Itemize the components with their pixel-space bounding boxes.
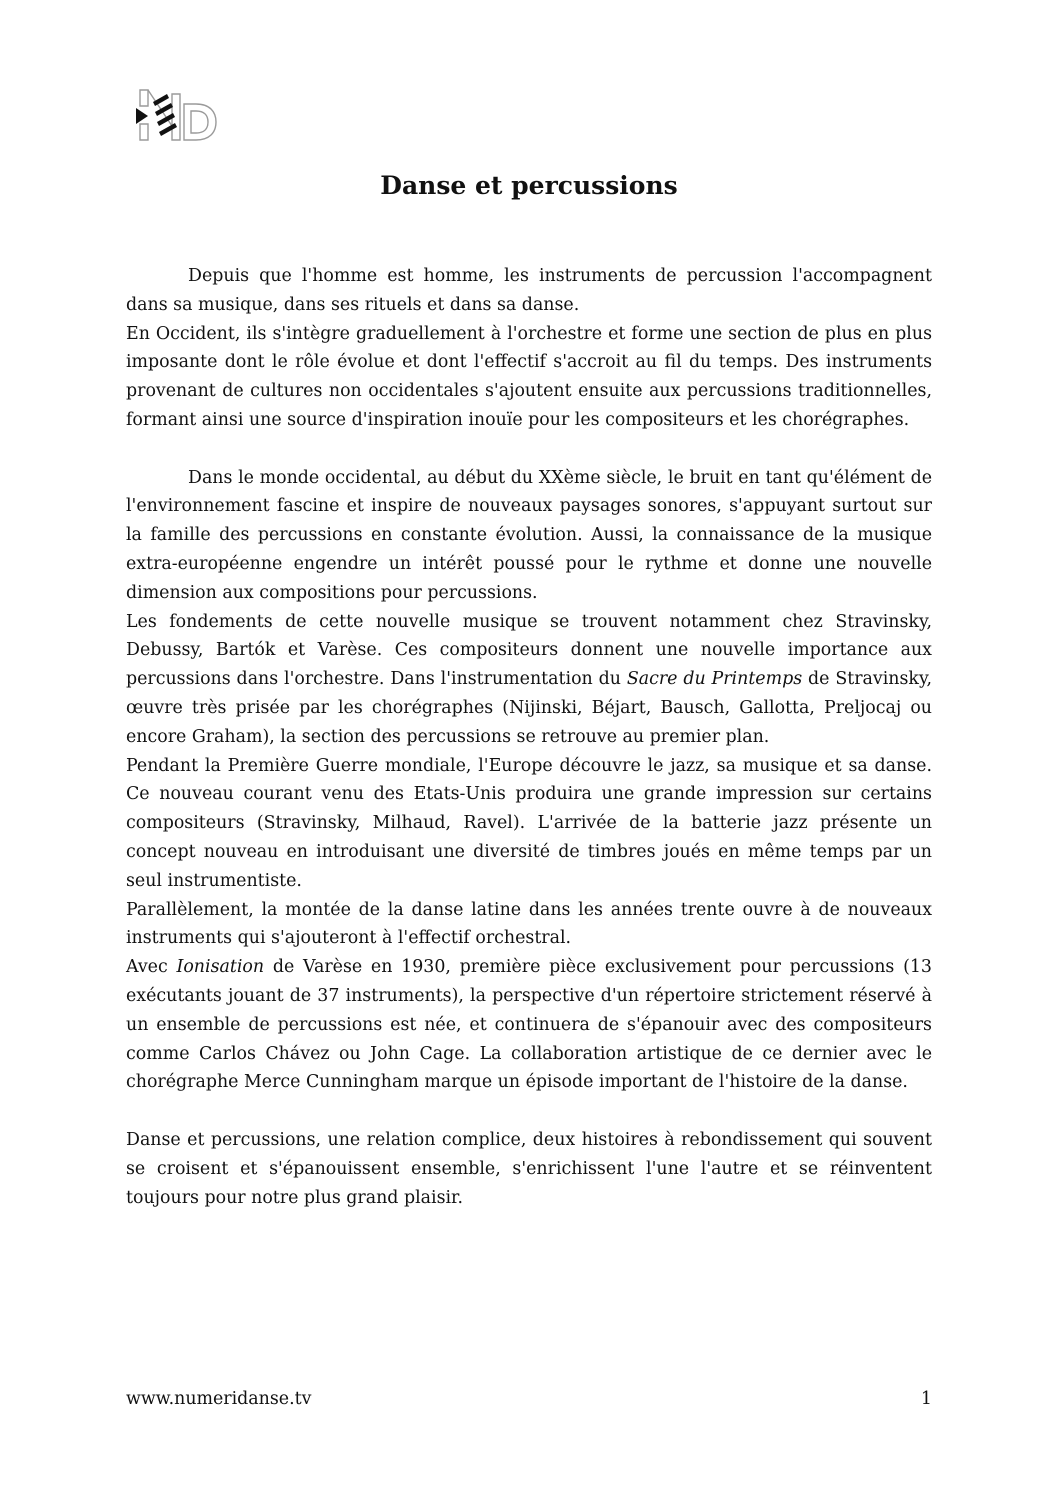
paragraph-7-text-end: de Varèse en 1930, première pièce exclusivement pour percussions (13 exécutants jouant de 37 instruments), la perspective d'un répertoire strictement réservé à un ensemble de percussions est née, et continuera de s'épanouir avec des compositeurs comme Carlos Chávez ou John Cage. La collaboration artistique de ce dernier avec le chorégraphe Merce Cunningham marque un épisode important de l'histoire de la danse.: [126, 957, 932, 1093]
paragraph-spacer: [126, 1097, 932, 1126]
paragraph-4-text-end: de Stravinsky, œuvre très prisée par les chorégraphes (Nijinski, Béjart, Bausch, Gallotta, Preljocaj ou encore Graham), la section des percussions se retrouve au premier plan.: [126, 669, 933, 747]
paragraph-5: Pendant la Première Guerre mondiale, l'Europe découvre le jazz, sa musique et sa danse. Ce nouveau courant venu des Etats-Unis produira une grande impression sur certains compositeurs (Stravinsky, Milhaud, Ravel). L'arrivée de la batterie jazz présente un concept nouveau en introduisant une diversité de timbres joués en même temps par un seul instrumentiste.: [126, 755, 932, 891]
numeridanse-nd-logo-icon: [136, 88, 218, 144]
work-title-sacre: Sacre du Printemps: [626, 669, 803, 690]
footer-website-link[interactable]: www.numeridanse.tv: [126, 1389, 312, 1409]
page-title: Danse et percussions: [380, 171, 678, 200]
paragraph-4: [126, 608, 932, 752]
paragraph-7-text-start: Avec: [126, 957, 177, 978]
paragraph-3: Dans le monde occidental, au début du XXème siècle, le bruit en tant qu'élément de l'environnement fascine et inspire de nouveaux paysages sonores, s'appuyant surtout sur la famille des percussions en constante évolution. Aussi, la connaissance de la musique extra-européenne engendre un intérêt poussé pour le rythme et donne une nouvelle dimension aux compositions pour percussions.: [126, 467, 932, 603]
paragraph-7: [126, 953, 932, 1097]
page-number: 1: [920, 1389, 932, 1409]
paragraph-1: Depuis que l'homme est homme, les instruments de percussion l'accompagnent dans sa musique, dans ses rituels et dans sa danse.: [126, 266, 932, 315]
paragraph-2: En Occident, ils s'intègre graduellement à l'orchestre et forme une section de plus en plus imposante dont le rôle évolue et dont l'effectif s'accroit au fil du temps. Des instruments provenant de cultures non occidentales s'ajoutent ensuite aux percussions traditionnelles, formant ainsi une source d'inspiration inouïe pour les compositeurs et les chorégraphes.: [126, 323, 932, 430]
article-body: [126, 262, 932, 1212]
paragraph-8: Danse et percussions, une relation complice, deux histoires à rebondissement qui souvent se croisent et s'épanouissent ensemble, s'enrichissent l'une l'autre et se réinventent toujours pour notre plus grand plaisir.: [126, 1129, 932, 1208]
paragraph-4-text-start: Les fondements de cette nouvelle musique se trouvent notamment chez Stravinsky, Debussy, Bartók et Varèse. Ces compositeurs donnent une nouvelle importance aux percussions dans l'orchestre. Dans l'instrumentation du: [126, 611, 932, 690]
paragraph-spacer: [126, 435, 932, 464]
paragraph-6: Parallèlement, la montée de la danse latine dans les années trente ouvre à de nouveaux instruments qui s'ajouteront à l'effectif orchestral.: [126, 899, 932, 949]
work-title-ionisation: Ionisation: [176, 957, 265, 978]
